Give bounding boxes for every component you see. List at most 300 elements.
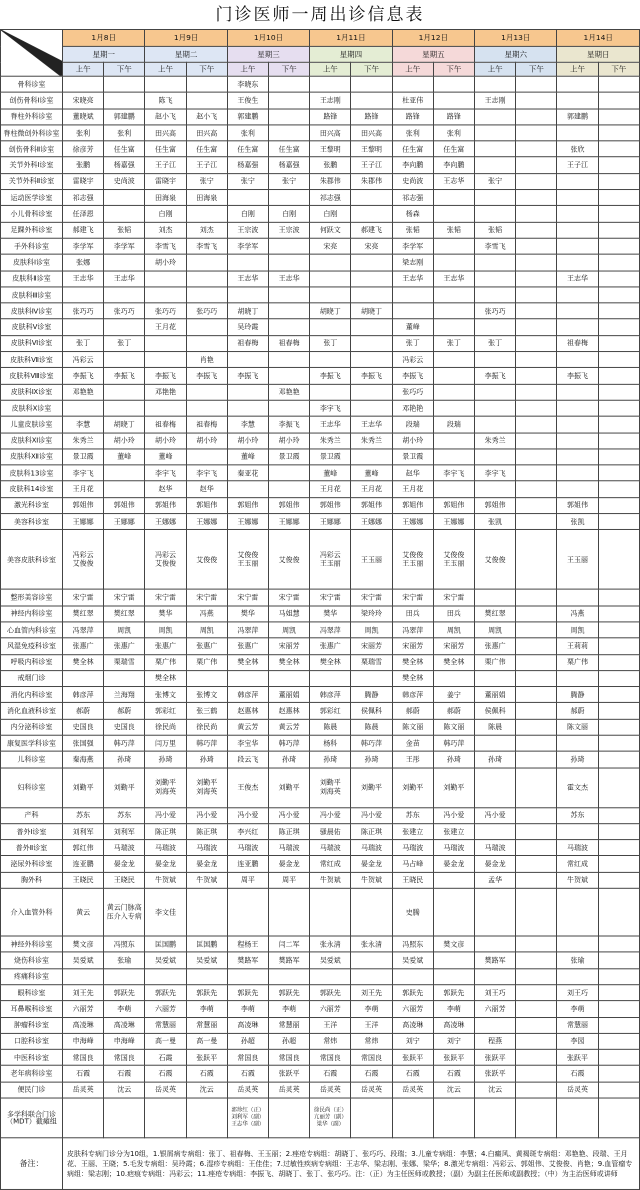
doctor-cell: 吴爱斌 [310,952,351,968]
doctor-cell: 孙超 [227,1033,268,1049]
doctor-cell: 王志华 [227,271,268,287]
doctor-cell: 周凯 [145,622,186,638]
doctor-cell [516,589,557,605]
doctor-cell: 郝蔚 [63,703,104,719]
dept-name: 内分泌科诊室 [1,719,63,735]
dept-name: 皮肤科Ⅷ诊室 [1,368,63,384]
doctor-cell [557,936,598,952]
doctor-cell [516,670,557,686]
doctor-cell: 段瑞 [433,416,474,432]
doctor-cell: 祖春梅 [145,416,186,432]
doctor-cell [186,1098,227,1138]
doctor-cell: 张凯 [475,514,516,530]
doctor-cell: 史国良 [63,719,104,735]
doctor-cell: 郭姐伟 [63,497,104,513]
doctor-cell [557,287,598,303]
doctor-cell [598,952,639,968]
day-weekday: 星期五 [392,46,474,62]
doctor-cell [104,530,145,590]
doctor-cell [310,76,351,92]
doctor-cell [475,1098,516,1138]
doctor-cell: 石霞 [145,1066,186,1082]
doctor-cell: 刘王巧 [557,985,598,1001]
doctor-cell: 张跃平 [186,1049,227,1065]
day-weekday: 星期六 [475,46,557,62]
doctor-cell: 周平 [227,872,268,888]
doctor-cell: 马姐慧 [269,606,310,622]
table-row [1,514,640,530]
doctor-cell: 田海泉 [145,190,186,206]
doctor-cell [475,157,516,173]
doctor-cell: 冯彩云 艾俊俊 [63,530,104,590]
doctor-cell: 常红成 [310,856,351,872]
doctor-cell [475,589,516,605]
table-row [1,1001,640,1017]
doctor-cell: 祁志强 [63,190,104,206]
doctor-cell [145,352,186,368]
doctor-cell: 张跃平 [557,1049,598,1065]
doctor-cell [516,985,557,1001]
dept-name: 耳鼻喉科诊室 [1,1001,63,1017]
doctor-cell [433,670,474,686]
doctor-cell [433,287,474,303]
doctor-cell [598,352,639,368]
doctor-cell: 李慧 [227,416,268,432]
doctor-cell: 张跃平 [433,1049,474,1065]
table-row [1,319,640,335]
dept-name: 儿童皮肤诊室 [1,416,63,432]
doctor-cell: 宋宁雷 [104,589,145,605]
doctor-cell [269,368,310,384]
page-title: 门诊医师一周出诊信息表 [215,5,425,25]
doctor-cell: 樊华 [145,606,186,622]
day-date: 1月8日 [63,29,145,46]
doctor-cell [104,319,145,335]
doctor-cell: 郭姐伟 [310,497,351,513]
doctor-cell [516,271,557,287]
doctor-cell: 郭跃先 [104,985,145,1001]
doctor-cell: 郭珍红（正） 刘利军（副） 王志华（副） [227,1098,268,1138]
doctor-cell [227,287,268,303]
doctor-cell [269,465,310,481]
doctor-cell: 郭跃先 [269,985,310,1001]
doctor-cell: 冯燕 [557,606,598,622]
dept-name: 皮肤科Ⅶ诊室 [1,352,63,368]
doctor-cell: 张国强 [63,735,104,751]
doctor-cell: 冯翠萍 [63,622,104,638]
doctor-cell: 王俊杰 [227,768,268,808]
doctor-cell [598,968,639,984]
table-row [1,824,640,840]
table-row [1,589,640,605]
doctor-cell [186,206,227,222]
table-row [1,687,640,703]
doctor-cell: 徐彦芳 [63,141,104,157]
doctor-cell: 王洋 [351,1017,392,1033]
doctor-cell: 张巧巧 [475,303,516,319]
day-date: 1月11日 [310,29,392,46]
doctor-cell: 陈文丽 [433,719,474,735]
doctor-cell: 刘勤平 刘海英 [145,768,186,808]
doctor-cell [598,807,639,823]
doctor-cell [598,319,639,335]
doctor-cell: 张宁 [186,173,227,189]
doctor-cell: 任生富 [186,141,227,157]
doctor-cell [433,303,474,319]
doctor-cell [351,968,392,984]
schedule-table [0,29,640,1190]
doctor-cell: 王玉丽 [351,530,392,590]
doctor-cell: 张韬 [392,222,433,238]
doctor-cell [598,271,639,287]
doctor-cell: 张凯 [557,514,598,530]
doctor-cell: 史尚波 [392,173,433,189]
doctor-cell [557,589,598,605]
doctor-cell: 张跃平 [475,1066,516,1082]
doctor-cell: 张丁 [475,335,516,351]
doctor-cell: 刘宁 [392,1033,433,1049]
doctor-cell: 李萌 [269,1001,310,1017]
doctor-cell: 王志华 [63,271,104,287]
doctor-cell: 王彤 [392,751,433,767]
doctor-cell [310,271,351,287]
doctor-cell: 刘利军 [104,824,145,840]
doctor-cell [351,888,392,936]
doctor-cell: 张巧巧 [104,303,145,319]
doctor-cell: 马瑞波 [186,840,227,856]
doctor-cell [598,92,639,108]
corner-cell [1,29,63,76]
doctor-cell [104,400,145,416]
doctor-cell [269,303,310,319]
doctor-cell: 沈云 [433,1082,474,1098]
doctor-cell [516,335,557,351]
doctor-cell: 张瑜 [104,952,145,968]
doctor-cell [104,968,145,984]
am-header: 上午 [392,62,433,76]
doctor-cell: 李萌 [186,1001,227,1017]
doctor-cell: 史国良 [104,719,145,735]
doctor-cell: 冯小爱 [433,807,474,823]
doctor-cell: 李文佳 [145,888,186,936]
dept-name: 皮肤科Ⅵ诊室 [1,335,63,351]
doctor-cell [598,125,639,141]
doctor-cell [598,856,639,872]
doctor-cell: 冯翠萍 [392,622,433,638]
doctor-cell: 樊红翠 [475,606,516,622]
dept-name: 戒烟门诊 [1,670,63,686]
doctor-cell: 郝建飞 [63,222,104,238]
doctor-cell: 刘勤平 [351,768,392,808]
doctor-cell: 宋丽芳 [392,638,433,654]
doctor-cell [310,352,351,368]
day-weekday: 星期日 [557,46,640,62]
doctor-cell [433,400,474,416]
table-row [1,384,640,400]
doctor-cell [145,335,186,351]
dept-name: 神经外科诊室 [1,936,63,952]
doctor-cell [557,433,598,449]
doctor-cell [557,238,598,254]
doctor-cell [557,319,598,335]
doctor-cell [598,76,639,92]
doctor-cell: 刘利军 [63,824,104,840]
doctor-cell: 李振飞 [63,368,104,384]
table-row [1,1066,640,1082]
doctor-cell [104,384,145,400]
doctor-cell: 马瑞波 [351,840,392,856]
doctor-cell: 路锋 [392,109,433,125]
doctor-cell: 田兴高 [145,125,186,141]
doctor-cell: 周凯 [351,622,392,638]
doctor-cell [516,368,557,384]
doctor-cell [351,254,392,270]
doctor-cell: 冯小爱 [310,807,351,823]
doctor-cell: 宋晓亮 [63,92,104,108]
doctor-cell: 宋宁雷 [433,589,474,605]
doctor-cell [598,497,639,513]
doctor-cell [598,751,639,767]
doctor-cell: 胡小玲 [269,433,310,449]
doctor-cell: 冯翠萍 [227,622,268,638]
doctor-cell: 栗瑞雪 [104,654,145,670]
doctor-cell: 王志华 [269,271,310,287]
doctor-cell: 李萌 [557,1001,598,1017]
doctor-cell [104,1098,145,1138]
doctor-cell: 王志华 [310,416,351,432]
doctor-cell: 宋宁雷 [269,589,310,605]
dept-name: 关节外科Ⅱ诊室 [1,173,63,189]
doctor-cell [516,735,557,751]
doctor-cell: 李宇飞 [310,400,351,416]
doctor-cell [598,109,639,125]
doctor-cell: 王娜娜 [310,514,351,530]
doctor-cell: 岳灵英 [63,1082,104,1098]
table-row [1,92,640,108]
doctor-cell: 梁玲玲 [351,606,392,622]
doctor-cell: 樊华 [310,606,351,622]
doctor-cell: 张宁 [475,173,516,189]
table-row [1,1033,640,1049]
doctor-cell: 牛贺斌 [351,872,392,888]
doctor-cell [557,824,598,840]
doctor-cell: 韩巧萍 [104,735,145,751]
doctor-cell: 王月花 [310,481,351,497]
doctor-cell [392,303,433,319]
doctor-cell: 王娜娜 [392,514,433,530]
doctor-cell: 王子江 [145,157,186,173]
doctor-cell [516,173,557,189]
doctor-cell: 吴爱斌 [63,952,104,968]
doctor-cell: 岳灵英 [557,1082,598,1098]
doctor-cell [433,888,474,936]
doctor-cell: 徐民尚（正） 亢丽芳（副） 梁华（副） [310,1098,351,1138]
doctor-cell [104,670,145,686]
doctor-cell: 刘王巧 [475,985,516,1001]
doctor-cell [516,807,557,823]
doctor-cell: 邓艳艳 [145,384,186,400]
doctor-cell [557,190,598,206]
doctor-cell [433,433,474,449]
dept-name: 皮肤科13诊室 [1,465,63,481]
doctor-cell: 李学军 [63,238,104,254]
table-row [1,141,640,157]
doctor-cell: 王志华 [104,271,145,287]
doctor-cell: 冯彩云 [392,352,433,368]
doctor-cell: 陈文丽 [392,719,433,735]
table-row [1,735,640,751]
doctor-cell: 张博文 [186,687,227,703]
doctor-cell: 陈正琪 [186,824,227,840]
dept-name: 妇科诊室 [1,768,63,808]
doctor-cell: 宋宁雷 [145,589,186,605]
doctor-cell [351,352,392,368]
dept-name: 运动医学诊室 [1,190,63,206]
dept-name: 皮肤科Ⅳ诊室 [1,303,63,319]
doctor-cell [516,384,557,400]
doctor-cell [598,735,639,751]
doctor-cell: 李宝华 [227,735,268,751]
doctor-cell: 晏金龙 [351,856,392,872]
doctor-cell [145,400,186,416]
doctor-cell: 任生富 [433,141,474,157]
doctor-cell: 张利 [227,125,268,141]
table-row [1,840,640,856]
doctor-cell [145,76,186,92]
doctor-cell: 王晓民 [392,872,433,888]
doctor-cell: 常国良 [227,1049,268,1065]
doctor-cell [516,622,557,638]
doctor-cell: 韩巧萍 [351,735,392,751]
doctor-cell: 郝蔚 [104,703,145,719]
doctor-cell: 孙琦 [186,751,227,767]
doctor-cell [557,416,598,432]
doctor-cell: 常国良 [269,1049,310,1065]
doctor-cell: 郭姐伟 [557,497,598,513]
doctor-cell: 岳灵英 [145,1082,186,1098]
table-row [1,416,640,432]
doctor-cell: 王晓民 [104,872,145,888]
pm-header: 下午 [104,62,145,76]
doctor-cell [516,638,557,654]
doctor-cell [516,222,557,238]
doctor-cell: 张韬 [104,222,145,238]
doctor-cell: 董晓斌 [63,109,104,125]
doctor-cell [557,384,598,400]
doctor-cell: 刘勤平 刘海英 [186,768,227,808]
am-header: 上午 [310,62,351,76]
doctor-cell: 李向鹏 [392,157,433,173]
doctor-cell [598,936,639,952]
doctor-cell [516,872,557,888]
doctor-cell [516,416,557,432]
doctor-cell: 周凯 [104,622,145,638]
doctor-cell: 刘勤平 刘海英 [310,768,351,808]
doctor-cell [598,719,639,735]
doctor-cell [351,271,392,287]
doctor-cell [269,109,310,125]
doctor-cell [433,319,474,335]
doctor-cell: 沈云 [475,1082,516,1098]
doctor-cell: 王志华 [433,173,474,189]
doctor-cell: 栗广伟 [186,654,227,670]
pm-header: 下午 [269,62,310,76]
doctor-cell: 张欣 [557,141,598,157]
doctor-cell [351,670,392,686]
doctor-cell: 朱郡伟 [310,173,351,189]
doctor-cell: 冯照东 [392,936,433,952]
doctor-cell: 田兴高 [351,125,392,141]
doctor-cell: 王娜娜 [145,514,186,530]
doctor-cell: 韩彦萍 [310,687,351,703]
doctor-cell: 艾俊俊 [475,530,516,590]
doctor-cell: 刘勤平 [433,768,474,808]
table-row [1,173,640,189]
doctor-cell: 孙琦 [269,751,310,767]
doctor-cell: 张丁 [63,335,104,351]
doctor-cell: 韩彦萍 [63,687,104,703]
doctor-cell: 刘勤平 [104,768,145,808]
doctor-cell: 王志华 [433,271,474,287]
doctor-cell: 黄云芳 [227,719,268,735]
doctor-cell: 王子江 [557,157,598,173]
doctor-cell: 申海峰 [104,1033,145,1049]
doctor-cell: 张宁 [269,173,310,189]
pm-header: 下午 [186,62,227,76]
table-row [1,206,640,222]
doctor-cell [433,1098,474,1138]
doctor-cell: 马瑞波 [475,840,516,856]
doctor-cell [557,92,598,108]
doctor-cell: 刘王先 [63,985,104,1001]
doctor-cell: 宋丽芳 [269,638,310,654]
doctor-cell [598,254,639,270]
doctor-cell: 栗广伟 [475,654,516,670]
doctor-cell: 高一曼 [145,1033,186,1049]
table-row [1,606,640,622]
doctor-cell: 杨森 [392,206,433,222]
doctor-cell: 马瑞波 [557,840,598,856]
doctor-cell [557,968,598,984]
day-date: 1月10日 [227,29,309,46]
doctor-cell [186,384,227,400]
doctor-cell: 石霞 [310,1066,351,1082]
doctor-cell: 宋亮 [351,238,392,254]
doctor-cell [598,824,639,840]
table-row [1,271,640,287]
dept-name: 创伤骨科Ⅱ诊室 [1,141,63,157]
doctor-cell: 栗瑞雪 [351,654,392,670]
doctor-cell: 李萌 [351,1001,392,1017]
doctor-cell: 赵小飞 [145,109,186,125]
doctor-cell: 赵惠林 [269,703,310,719]
table-row [1,76,640,92]
doctor-cell: 景卫霞 [310,449,351,465]
doctor-cell [598,985,639,1001]
doctor-cell: 赵惠林 [227,703,268,719]
dept-name: 眼科诊室 [1,985,63,1001]
doctor-cell [516,1001,557,1017]
doctor-cell: 李雪飞 [475,238,516,254]
doctor-cell [516,76,557,92]
table-row [1,670,640,686]
doctor-cell [433,952,474,968]
doctor-cell: 樊红翠 [63,606,104,622]
doctor-cell: 张惠广 [475,638,516,654]
doctor-cell: 任泽恩 [63,206,104,222]
doctor-cell: 连亚鹏 [227,856,268,872]
doctor-cell: 晏金龙 [269,856,310,872]
